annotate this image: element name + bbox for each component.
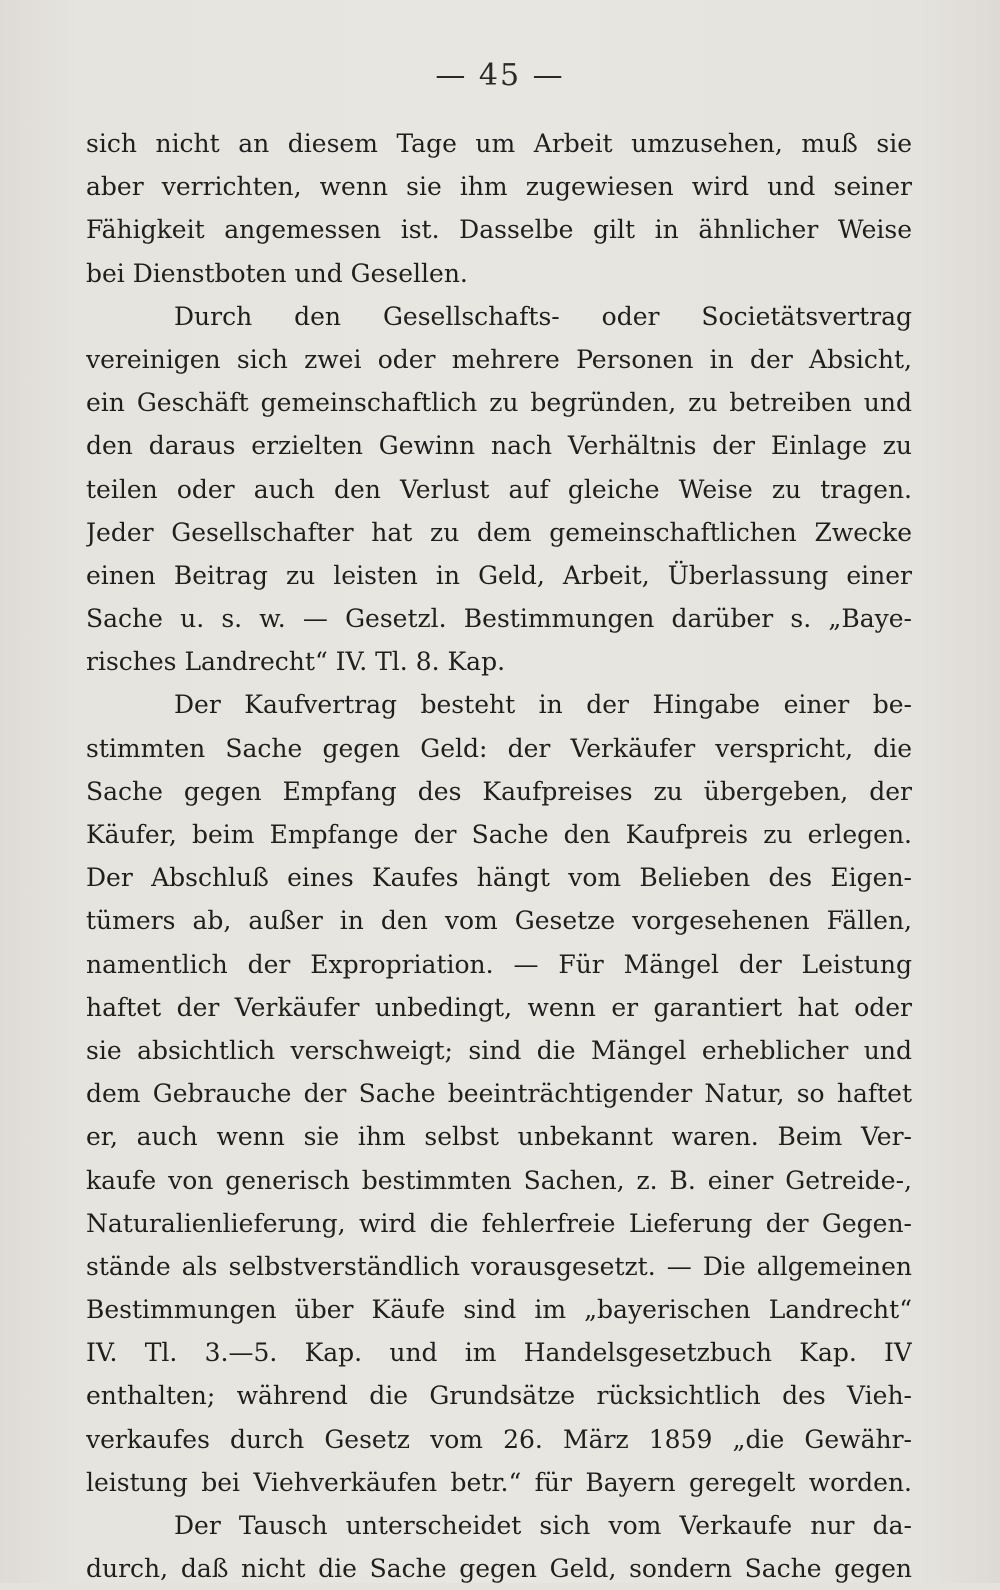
- text-line: Sache u. s. w. — Gesetzl. Bestimmungen darüber s. „Baye-: [86, 604, 912, 634]
- text-line: bei Dienstboten und Gesellen.: [86, 258, 468, 288]
- text-line: Der Tausch unterscheidet sich vom Verkaufe nur da-: [174, 1511, 912, 1540]
- text-line: dem Gebrauche der Sache beeinträchtigender Natur, so haftet: [86, 1079, 912, 1109]
- text-line: Der Kaufvertrag besteht in der Hingabe einer be-: [174, 690, 912, 720]
- text-line: einen Beitrag zu leisten in Geld, Arbeit, Überlassung einer: [86, 560, 912, 590]
- text-line: Bestimmungen über Käufe sind im „bayerischen Landrecht“: [86, 1295, 912, 1325]
- text-line: risches Landrecht“ IV. Tl. 8. Kap.: [86, 647, 506, 677]
- text-line: sich nicht an diesem Tage um Arbeit umzusehen, muß sie: [86, 129, 912, 158]
- text-line: verkaufes durch Gesetz vom 26. März 1859 „die Gewähr-: [86, 1424, 912, 1454]
- body-text: [86, 122, 912, 1590]
- text-line: kaufe von generisch bestimmten Sachen, z. B. einer Getreide-,: [86, 1165, 912, 1195]
- text-line: den daraus erzielten Gewinn nach Verhältnis der Einlage zu: [86, 431, 912, 461]
- text-line: tümers ab, außer in den vom Gesetze vorgesehenen Fällen,: [86, 906, 912, 936]
- text-line: stimmten Sache gegen Geld: der Verkäufer verspricht, die: [86, 733, 912, 763]
- text-line: haftet der Verkäufer unbedingt, wenn er garantiert hat oder: [86, 992, 912, 1022]
- text-line: namentlich der Expropriation. — Für Mängel der Leistung: [86, 949, 912, 979]
- text-line: stände als selbstverständlich vorausgesetzt. — Die allgemeinen: [86, 1251, 912, 1281]
- text-line: Durch den Gesellschafts- oder Societätsvertrag: [174, 301, 912, 331]
- text-line: Jeder Gesellschafter hat zu dem gemeinschaftlichen Zwecke: [86, 517, 912, 547]
- text-line: teilen oder auch den Verlust auf gleiche Weise zu tragen.: [86, 474, 912, 504]
- text-line: leistung bei Viehverkäufen betr.“ für Bayern geregelt worden.: [86, 1467, 912, 1497]
- text-line: durch, daß nicht die Sache gegen Geld, sondern Sache gegen: [86, 1554, 912, 1584]
- text-line: aber verrichten, wenn sie ihm zugewiesen wird und seiner: [86, 172, 912, 202]
- text-line: Käufer, beim Empfange der Sache den Kaufpreis zu erlegen.: [86, 820, 912, 849]
- text-line: vereinigen sich zwei oder mehrere Personen in der Absicht,: [86, 344, 912, 374]
- text-line: sie absichtlich verschweigt; sind die Mängel erheblicher und: [86, 1035, 912, 1065]
- text-line: Sache gegen Empfang des Kaufpreises zu übergeben, der: [86, 776, 912, 806]
- text-line: IV. Tl. 3.—5. Kap. und im Handelsgesetzbuch Kap. IV: [86, 1338, 912, 1368]
- text-line: enthalten; während die Grundsätze rücksichtlich des Vieh-: [86, 1381, 912, 1411]
- text-line: er, auch wenn sie ihm selbst unbekannt waren. Beim Ver-: [86, 1122, 912, 1152]
- text-line: Fähigkeit angemessen ist. Dasselbe gilt in ähnlicher Weise: [86, 215, 912, 245]
- text-line: Der Abschluß eines Kaufes hängt vom Belieben des Eigen-: [86, 863, 912, 893]
- text-line: Naturalienlieferung, wird die fehlerfreie Lieferung der Gegen-: [86, 1208, 912, 1238]
- text-line: ein Geschäft gemeinschaftlich zu begründen, zu betreiben und: [86, 388, 912, 418]
- page-number: — 45 —: [435, 58, 565, 93]
